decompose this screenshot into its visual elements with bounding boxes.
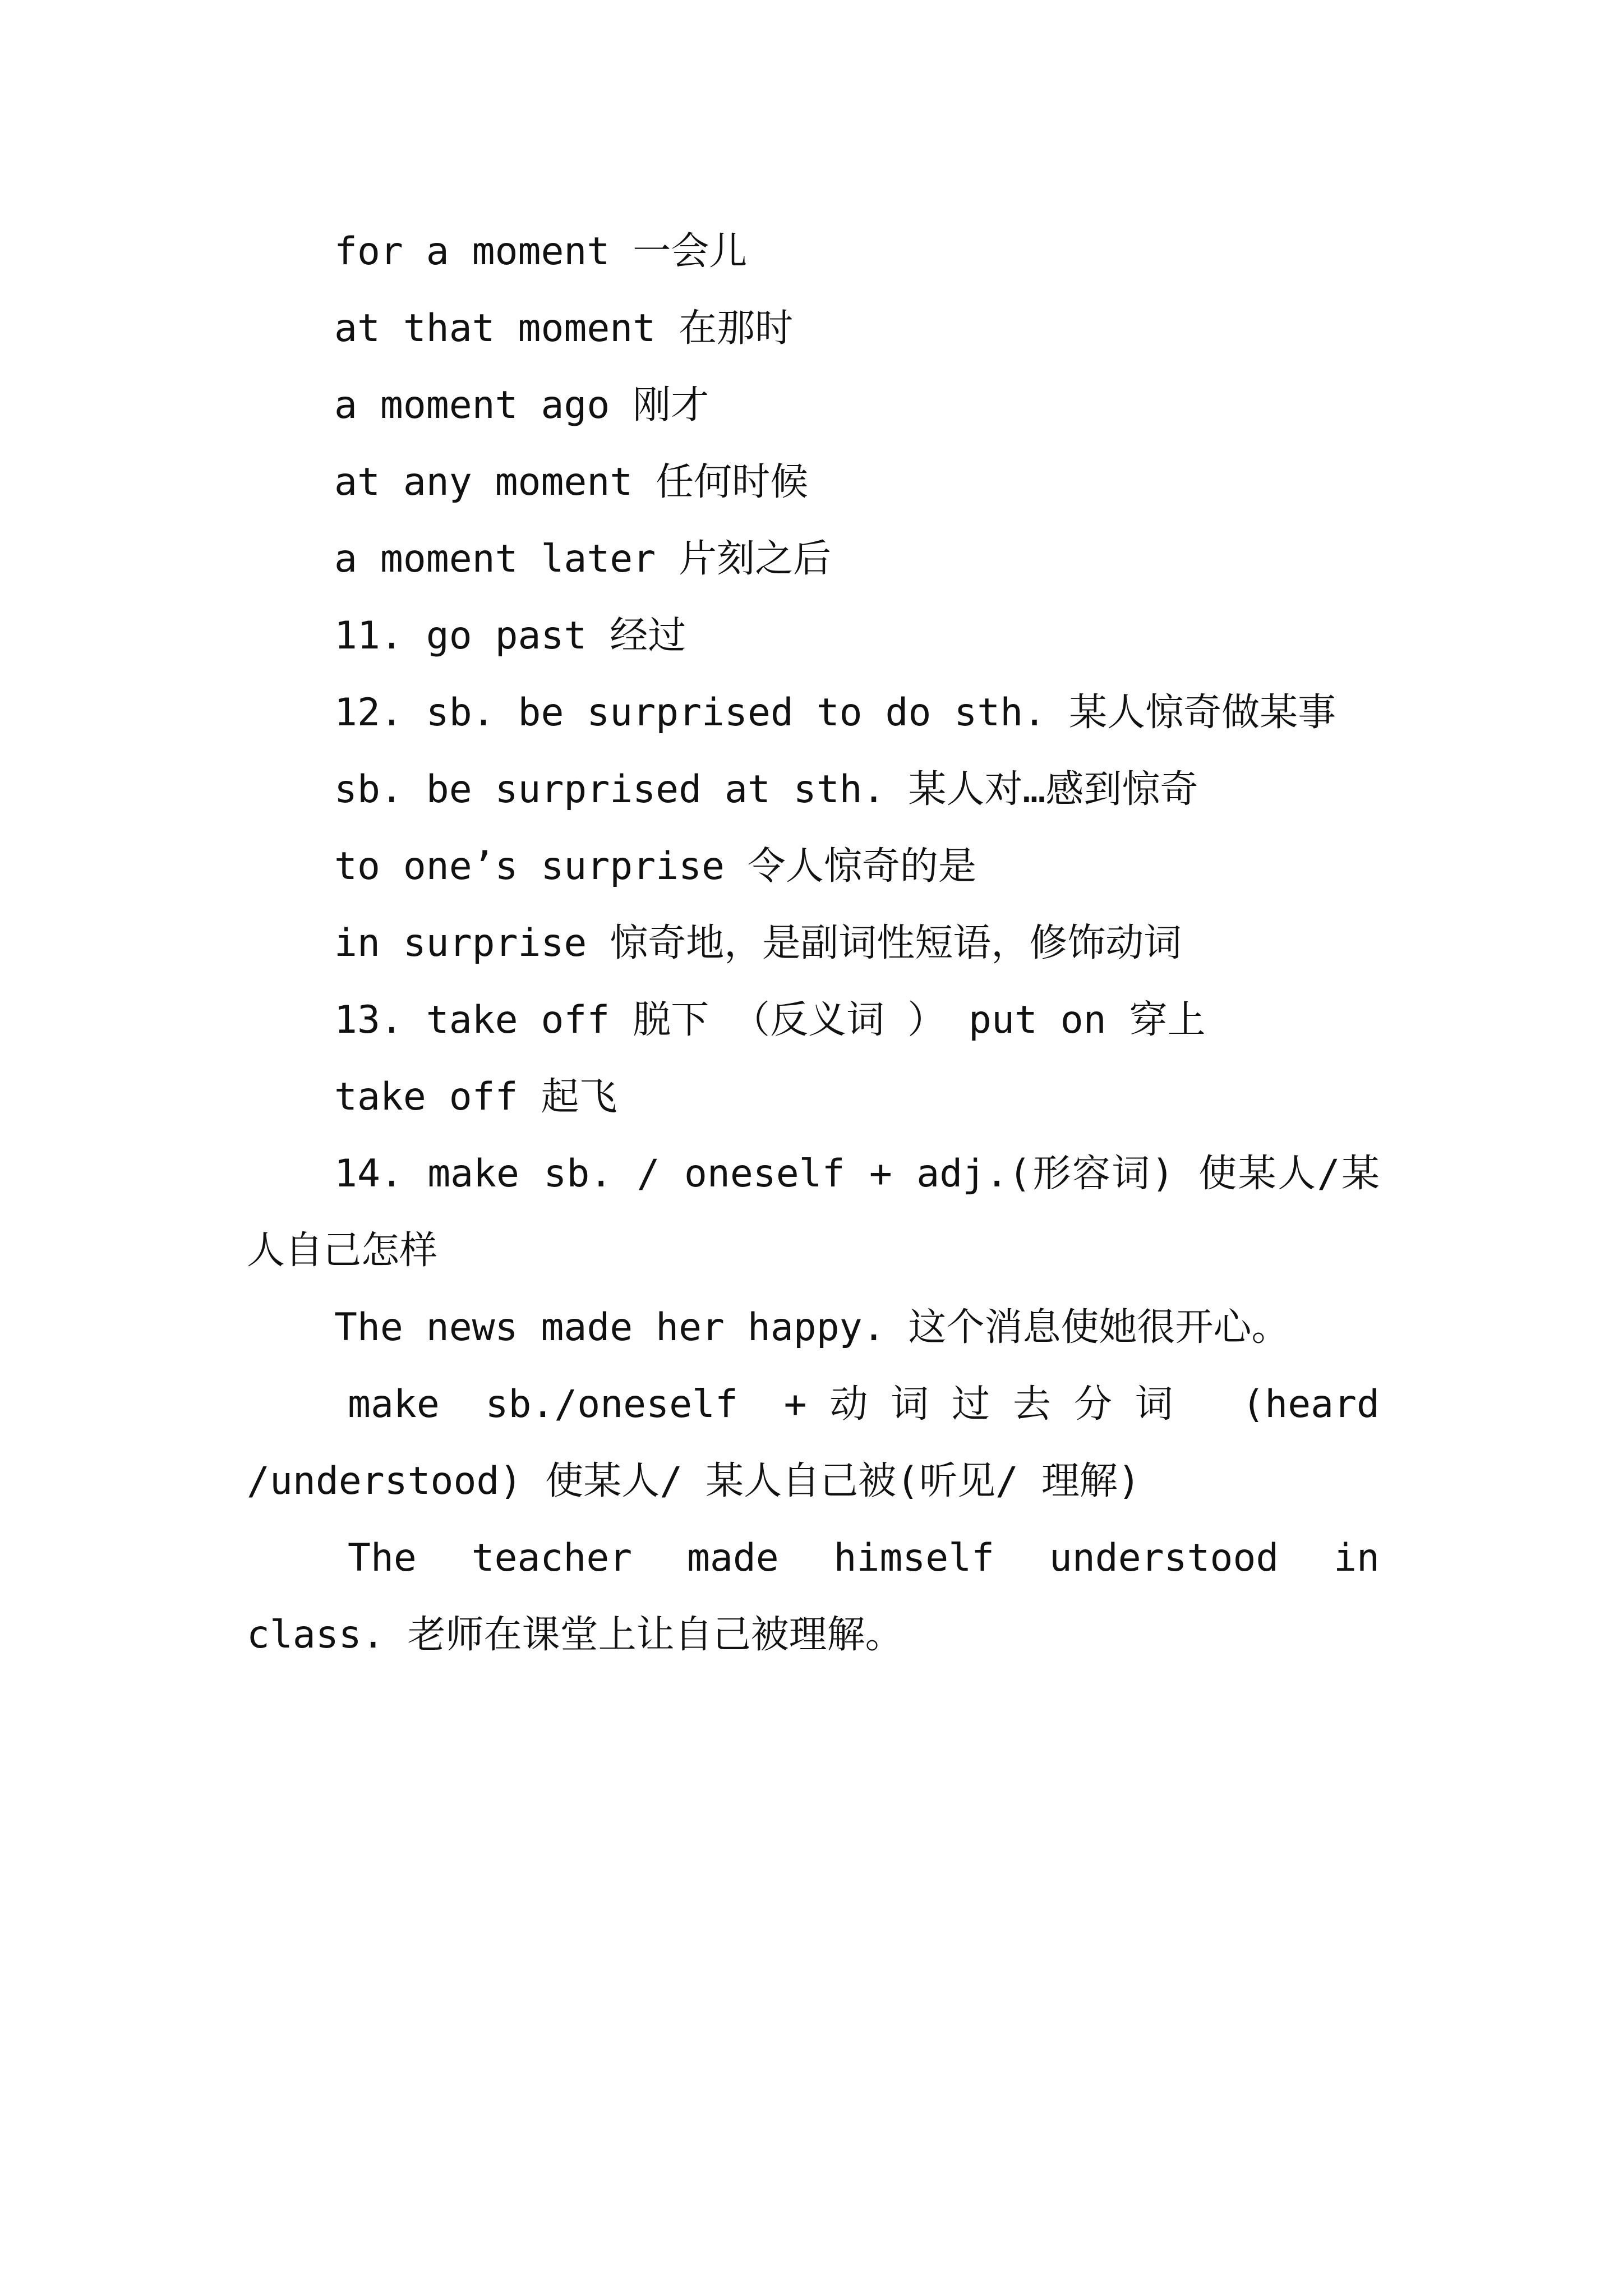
text-line: for a moment 一会儿: [334, 229, 748, 274]
document-body: [247, 213, 1380, 1673]
text-line: a moment later 片刻之后: [334, 537, 832, 581]
example-sentence: The news made her happy. 这个消息使她很开心。: [334, 1305, 1290, 1350]
text-line: to one’s surprise 令人惊奇的是: [334, 844, 976, 889]
text-line: at that moment 在那时: [334, 306, 794, 351]
paragraph-item-14: 14. make sb. / oneself + adj.(形容词) 使某人/某人自己怎样: [247, 1152, 1380, 1273]
text-line: in surprise 惊奇地，是副词性短语，修饰动词: [334, 921, 1182, 965]
text-line: 11. go past 经过: [334, 614, 686, 658]
example-sentence: The teacher made himself understood in class. 老师在课堂上让自己被理解。: [247, 1536, 1380, 1657]
paragraph-make-past-participle: make sb./oneself +动词过去分词 (heard /understood) 使某人/ 某人自己被(听见/ 理解): [247, 1382, 1380, 1503]
text-line: sb. be surprised at sth. 某人对…感到惊奇: [334, 767, 1198, 812]
text-line: 12. sb. be surprised to do sth. 某人惊奇做某事: [334, 691, 1336, 735]
text-line: at any moment 任何时候: [334, 460, 809, 504]
text-line: 13. take off 脱下 （反义词 ） put on 穿上: [334, 998, 1206, 1042]
text-line: take off 起飞: [334, 1075, 617, 1119]
text-line: a moment ago 刚才: [334, 383, 709, 427]
